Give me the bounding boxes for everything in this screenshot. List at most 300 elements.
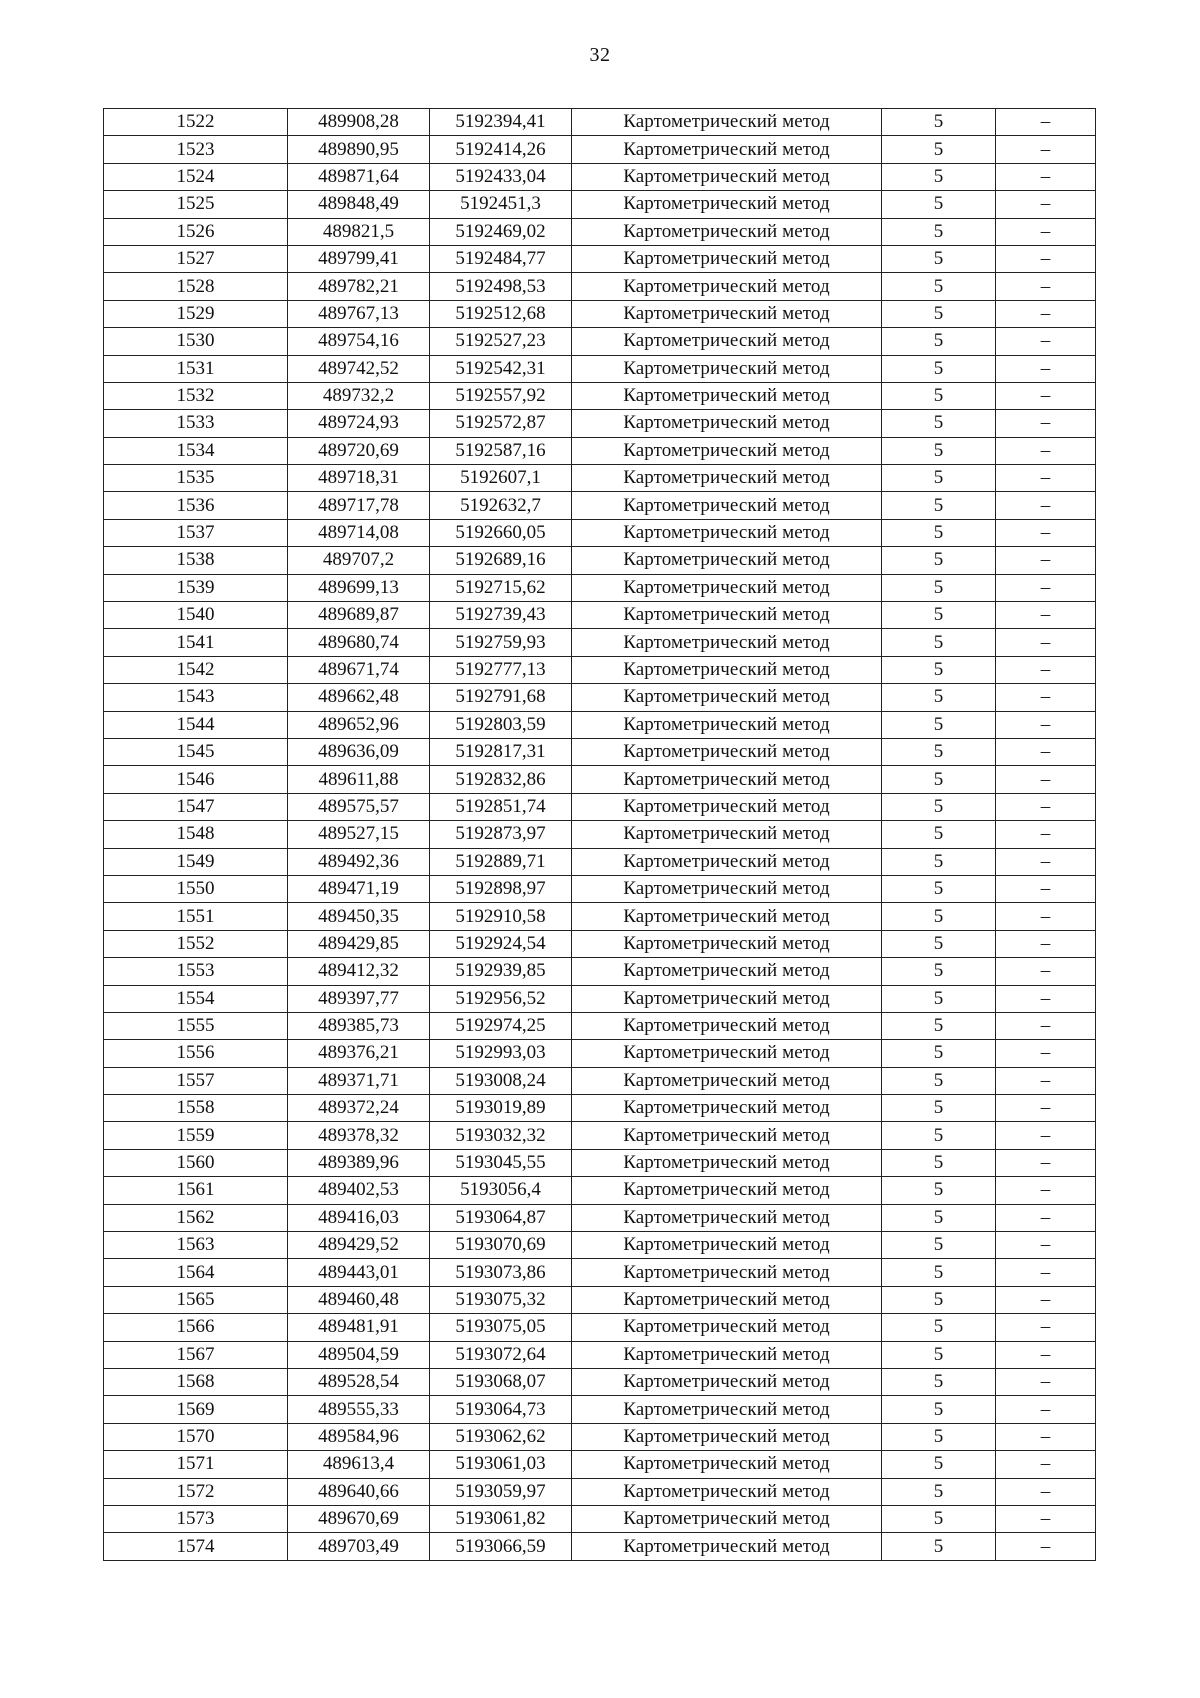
- table-row: [104, 656, 1096, 683]
- point-number-cell: 1565: [104, 1286, 288, 1313]
- method-cell: Картометрический метод: [572, 793, 882, 820]
- x-coordinate-cell: 489575,57: [288, 793, 430, 820]
- point-number-cell: 1549: [104, 848, 288, 875]
- point-number-cell: 1533: [104, 410, 288, 437]
- y-coordinate-cell: 5192394,41: [430, 109, 572, 136]
- method-cell: Картометрический метод: [572, 245, 882, 272]
- y-coordinate-cell: 5192759,93: [430, 629, 572, 656]
- y-coordinate-cell: 5193059,97: [430, 1478, 572, 1505]
- accuracy-cell: 5: [882, 328, 996, 355]
- note-cell: –: [996, 1341, 1096, 1368]
- x-coordinate-cell: 489689,87: [288, 602, 430, 629]
- accuracy-cell: 5: [882, 958, 996, 985]
- x-coordinate-cell: 489724,93: [288, 410, 430, 437]
- note-cell: –: [996, 163, 1096, 190]
- y-coordinate-cell: 5192689,16: [430, 547, 572, 574]
- point-number-cell: 1530: [104, 328, 288, 355]
- point-number-cell: 1553: [104, 958, 288, 985]
- y-coordinate-cell: 5192910,58: [430, 903, 572, 930]
- accuracy-cell: 5: [882, 1423, 996, 1450]
- table-row: [104, 1149, 1096, 1176]
- accuracy-cell: 5: [882, 465, 996, 492]
- method-cell: Картометрический метод: [572, 821, 882, 848]
- point-number-cell: 1526: [104, 218, 288, 245]
- point-number-cell: 1574: [104, 1533, 288, 1560]
- y-coordinate-cell: 5192587,16: [430, 437, 572, 464]
- table-row: [104, 519, 1096, 546]
- accuracy-cell: 5: [882, 1204, 996, 1231]
- x-coordinate-cell: 489443,01: [288, 1259, 430, 1286]
- x-coordinate-cell: 489871,64: [288, 163, 430, 190]
- table-row: [104, 300, 1096, 327]
- note-cell: –: [996, 985, 1096, 1012]
- point-number-cell: 1551: [104, 903, 288, 930]
- y-coordinate-cell: 5192414,26: [430, 136, 572, 163]
- y-coordinate-cell: 5192512,68: [430, 300, 572, 327]
- point-number-cell: 1550: [104, 875, 288, 902]
- point-number-cell: 1523: [104, 136, 288, 163]
- accuracy-cell: 5: [882, 437, 996, 464]
- y-coordinate-cell: 5192469,02: [430, 218, 572, 245]
- x-coordinate-cell: 489662,48: [288, 684, 430, 711]
- point-number-cell: 1545: [104, 738, 288, 765]
- x-coordinate-cell: 489429,85: [288, 930, 430, 957]
- x-coordinate-cell: 489412,32: [288, 958, 430, 985]
- point-number-cell: 1541: [104, 629, 288, 656]
- method-cell: Картометрический метод: [572, 1040, 882, 1067]
- table-row: [104, 1040, 1096, 1067]
- method-cell: Картометрический метод: [572, 629, 882, 656]
- point-number-cell: 1569: [104, 1396, 288, 1423]
- note-cell: –: [996, 656, 1096, 683]
- method-cell: Картометрический метод: [572, 1149, 882, 1176]
- x-coordinate-cell: 489908,28: [288, 109, 430, 136]
- table-row: [104, 328, 1096, 355]
- accuracy-cell: 5: [882, 245, 996, 272]
- y-coordinate-cell: 5192660,05: [430, 519, 572, 546]
- x-coordinate-cell: 489707,2: [288, 547, 430, 574]
- method-cell: Картометрический метод: [572, 328, 882, 355]
- note-cell: –: [996, 958, 1096, 985]
- page-number: 32: [589, 44, 611, 66]
- y-coordinate-cell: 5193068,07: [430, 1368, 572, 1395]
- note-cell: –: [996, 1451, 1096, 1478]
- accuracy-cell: 5: [882, 1451, 996, 1478]
- table-row: [104, 930, 1096, 957]
- x-coordinate-cell: 489799,41: [288, 245, 430, 272]
- method-cell: Картометрический метод: [572, 711, 882, 738]
- table-row: [104, 629, 1096, 656]
- note-cell: –: [996, 245, 1096, 272]
- note-cell: –: [996, 300, 1096, 327]
- table-row: [104, 1067, 1096, 1094]
- table-row: [104, 465, 1096, 492]
- method-cell: Картометрический метод: [572, 382, 882, 409]
- x-coordinate-cell: 489416,03: [288, 1204, 430, 1231]
- y-coordinate-cell: 5192542,31: [430, 355, 572, 382]
- y-coordinate-cell: 5193075,05: [430, 1314, 572, 1341]
- accuracy-cell: 5: [882, 1040, 996, 1067]
- point-number-cell: 1534: [104, 437, 288, 464]
- y-coordinate-cell: 5192873,97: [430, 821, 572, 848]
- y-coordinate-cell: 5192572,87: [430, 410, 572, 437]
- accuracy-cell: 5: [882, 821, 996, 848]
- y-coordinate-cell: 5192851,74: [430, 793, 572, 820]
- point-number-cell: 1566: [104, 1314, 288, 1341]
- accuracy-cell: 5: [882, 1533, 996, 1560]
- note-cell: –: [996, 1368, 1096, 1395]
- x-coordinate-cell: 489890,95: [288, 136, 430, 163]
- y-coordinate-cell: 5192715,62: [430, 574, 572, 601]
- note-cell: –: [996, 711, 1096, 738]
- method-cell: Картометрический метод: [572, 766, 882, 793]
- method-cell: Картометрический метод: [572, 1012, 882, 1039]
- table-row: [104, 1259, 1096, 1286]
- method-cell: Картометрический метод: [572, 875, 882, 902]
- accuracy-cell: 5: [882, 602, 996, 629]
- point-number-cell: 1527: [104, 245, 288, 272]
- y-coordinate-cell: 5193061,82: [430, 1505, 572, 1532]
- table-row: [104, 1012, 1096, 1039]
- table-row: [104, 191, 1096, 218]
- point-number-cell: 1547: [104, 793, 288, 820]
- y-coordinate-cell: 5193061,03: [430, 1451, 572, 1478]
- method-cell: Картометрический метод: [572, 985, 882, 1012]
- x-coordinate-cell: 489652,96: [288, 711, 430, 738]
- method-cell: Картометрический метод: [572, 492, 882, 519]
- note-cell: –: [996, 1505, 1096, 1532]
- accuracy-cell: 5: [882, 629, 996, 656]
- x-coordinate-cell: 489385,73: [288, 1012, 430, 1039]
- table-row: [104, 437, 1096, 464]
- accuracy-cell: 5: [882, 574, 996, 601]
- note-cell: –: [996, 1533, 1096, 1560]
- method-cell: Картометрический метод: [572, 656, 882, 683]
- method-cell: Картометрический метод: [572, 930, 882, 957]
- x-coordinate-cell: 489732,2: [288, 382, 430, 409]
- accuracy-cell: 5: [882, 163, 996, 190]
- note-cell: –: [996, 547, 1096, 574]
- y-coordinate-cell: 5192924,54: [430, 930, 572, 957]
- table-row: [104, 903, 1096, 930]
- method-cell: Картометрический метод: [572, 1396, 882, 1423]
- table-row: [104, 1341, 1096, 1368]
- table-row: [104, 1505, 1096, 1532]
- table-row: [104, 492, 1096, 519]
- point-number-cell: 1542: [104, 656, 288, 683]
- accuracy-cell: 5: [882, 793, 996, 820]
- note-cell: –: [996, 903, 1096, 930]
- method-cell: Картометрический метод: [572, 1341, 882, 1368]
- y-coordinate-cell: 5192632,7: [430, 492, 572, 519]
- accuracy-cell: 5: [882, 1067, 996, 1094]
- accuracy-cell: 5: [882, 355, 996, 382]
- note-cell: –: [996, 1040, 1096, 1067]
- x-coordinate-cell: 489699,13: [288, 574, 430, 601]
- accuracy-cell: 5: [882, 1232, 996, 1259]
- accuracy-cell: 5: [882, 273, 996, 300]
- method-cell: Картометрический метод: [572, 1314, 882, 1341]
- table-row: [104, 711, 1096, 738]
- point-number-cell: 1540: [104, 602, 288, 629]
- table-row: [104, 848, 1096, 875]
- y-coordinate-cell: 5192889,71: [430, 848, 572, 875]
- method-cell: Картометрический метод: [572, 1122, 882, 1149]
- point-number-cell: 1531: [104, 355, 288, 382]
- point-number-cell: 1524: [104, 163, 288, 190]
- note-cell: –: [996, 273, 1096, 300]
- x-coordinate-cell: 489718,31: [288, 465, 430, 492]
- method-cell: Картометрический метод: [572, 1286, 882, 1313]
- note-cell: –: [996, 793, 1096, 820]
- point-number-cell: 1544: [104, 711, 288, 738]
- y-coordinate-cell: 5193032,32: [430, 1122, 572, 1149]
- method-cell: Картометрический метод: [572, 958, 882, 985]
- y-coordinate-cell: 5192739,43: [430, 602, 572, 629]
- method-cell: Картометрический метод: [572, 1478, 882, 1505]
- note-cell: –: [996, 738, 1096, 765]
- x-coordinate-cell: 489429,52: [288, 1232, 430, 1259]
- y-coordinate-cell: 5192433,04: [430, 163, 572, 190]
- x-coordinate-cell: 489471,19: [288, 875, 430, 902]
- note-cell: –: [996, 1012, 1096, 1039]
- method-cell: Картометрический метод: [572, 602, 882, 629]
- method-cell: Картометрический метод: [572, 136, 882, 163]
- x-coordinate-cell: 489703,49: [288, 1533, 430, 1560]
- accuracy-cell: 5: [882, 1149, 996, 1176]
- table-row: [104, 245, 1096, 272]
- x-coordinate-cell: 489714,08: [288, 519, 430, 546]
- table-row: [104, 382, 1096, 409]
- table-row: [104, 410, 1096, 437]
- point-number-cell: 1563: [104, 1232, 288, 1259]
- y-coordinate-cell: 5193073,86: [430, 1259, 572, 1286]
- note-cell: –: [996, 1122, 1096, 1149]
- note-cell: –: [996, 382, 1096, 409]
- table-row: [104, 602, 1096, 629]
- point-number-cell: 1570: [104, 1423, 288, 1450]
- note-cell: –: [996, 465, 1096, 492]
- x-coordinate-cell: 489376,21: [288, 1040, 430, 1067]
- note-cell: –: [996, 1149, 1096, 1176]
- y-coordinate-cell: 5192451,3: [430, 191, 572, 218]
- note-cell: –: [996, 328, 1096, 355]
- note-cell: –: [996, 848, 1096, 875]
- table-row: [104, 1204, 1096, 1231]
- x-coordinate-cell: 489613,4: [288, 1451, 430, 1478]
- method-cell: Картометрический метод: [572, 1259, 882, 1286]
- accuracy-cell: 5: [882, 136, 996, 163]
- method-cell: Картометрический метод: [572, 547, 882, 574]
- y-coordinate-cell: 5192607,1: [430, 465, 572, 492]
- x-coordinate-cell: 489670,69: [288, 1505, 430, 1532]
- note-cell: –: [996, 602, 1096, 629]
- point-number-cell: 1557: [104, 1067, 288, 1094]
- method-cell: Картометрический метод: [572, 1204, 882, 1231]
- point-number-cell: 1561: [104, 1177, 288, 1204]
- method-cell: Картометрический метод: [572, 355, 882, 382]
- y-coordinate-cell: 5193072,64: [430, 1341, 572, 1368]
- note-cell: –: [996, 1095, 1096, 1122]
- accuracy-cell: 5: [882, 711, 996, 738]
- point-number-cell: 1525: [104, 191, 288, 218]
- note-cell: –: [996, 629, 1096, 656]
- table-row: [104, 574, 1096, 601]
- accuracy-cell: 5: [882, 738, 996, 765]
- table-row: [104, 985, 1096, 1012]
- x-coordinate-cell: 489782,21: [288, 273, 430, 300]
- y-coordinate-cell: 5193019,89: [430, 1095, 572, 1122]
- point-number-cell: 1571: [104, 1451, 288, 1478]
- method-cell: Картометрический метод: [572, 519, 882, 546]
- x-coordinate-cell: 489527,15: [288, 821, 430, 848]
- x-coordinate-cell: 489611,88: [288, 766, 430, 793]
- method-cell: Картометрический метод: [572, 1095, 882, 1122]
- table-row: [104, 1122, 1096, 1149]
- method-cell: Картометрический метод: [572, 1505, 882, 1532]
- y-coordinate-cell: 5192974,25: [430, 1012, 572, 1039]
- x-coordinate-cell: 489504,59: [288, 1341, 430, 1368]
- note-cell: –: [996, 492, 1096, 519]
- accuracy-cell: 5: [882, 1095, 996, 1122]
- y-coordinate-cell: 5193064,73: [430, 1396, 572, 1423]
- note-cell: –: [996, 875, 1096, 902]
- y-coordinate-cell: 5193062,62: [430, 1423, 572, 1450]
- x-coordinate-cell: 489397,77: [288, 985, 430, 1012]
- point-number-cell: 1572: [104, 1478, 288, 1505]
- accuracy-cell: 5: [882, 930, 996, 957]
- table-row: [104, 1232, 1096, 1259]
- accuracy-cell: 5: [882, 1012, 996, 1039]
- table-row: [104, 1533, 1096, 1560]
- x-coordinate-cell: 489717,78: [288, 492, 430, 519]
- method-cell: Картометрический метод: [572, 1423, 882, 1450]
- accuracy-cell: 5: [882, 191, 996, 218]
- x-coordinate-cell: 489402,53: [288, 1177, 430, 1204]
- point-number-cell: 1562: [104, 1204, 288, 1231]
- method-cell: Картометрический метод: [572, 574, 882, 601]
- method-cell: Картометрический метод: [572, 410, 882, 437]
- y-coordinate-cell: 5192557,92: [430, 382, 572, 409]
- method-cell: Картометрический метод: [572, 738, 882, 765]
- x-coordinate-cell: 489767,13: [288, 300, 430, 327]
- table-row: [104, 1286, 1096, 1313]
- note-cell: –: [996, 1423, 1096, 1450]
- note-cell: –: [996, 821, 1096, 848]
- table-row: [104, 136, 1096, 163]
- point-number-cell: 1552: [104, 930, 288, 957]
- table-row: [104, 1314, 1096, 1341]
- method-cell: Картометрический метод: [572, 300, 882, 327]
- note-cell: –: [996, 1177, 1096, 1204]
- accuracy-cell: 5: [882, 875, 996, 902]
- point-number-cell: 1556: [104, 1040, 288, 1067]
- table-row: [104, 821, 1096, 848]
- table-row: [104, 163, 1096, 190]
- method-cell: Картометрический метод: [572, 848, 882, 875]
- x-coordinate-cell: 489371,71: [288, 1067, 430, 1094]
- x-coordinate-cell: 489754,16: [288, 328, 430, 355]
- accuracy-cell: 5: [882, 1122, 996, 1149]
- y-coordinate-cell: 5192956,52: [430, 985, 572, 1012]
- x-coordinate-cell: 489389,96: [288, 1149, 430, 1176]
- point-number-cell: 1564: [104, 1259, 288, 1286]
- y-coordinate-cell: 5192498,53: [430, 273, 572, 300]
- table-row: [104, 355, 1096, 382]
- y-coordinate-cell: 5192993,03: [430, 1040, 572, 1067]
- point-number-cell: 1558: [104, 1095, 288, 1122]
- table-row: [104, 1177, 1096, 1204]
- table-row: [104, 684, 1096, 711]
- y-coordinate-cell: 5192939,85: [430, 958, 572, 985]
- accuracy-cell: 5: [882, 1341, 996, 1368]
- table-row: [104, 1478, 1096, 1505]
- method-cell: Картометрический метод: [572, 1451, 882, 1478]
- point-number-cell: 1538: [104, 547, 288, 574]
- y-coordinate-cell: 5193066,59: [430, 1533, 572, 1560]
- x-coordinate-cell: 489372,24: [288, 1095, 430, 1122]
- method-cell: Картометрический метод: [572, 218, 882, 245]
- note-cell: –: [996, 1232, 1096, 1259]
- accuracy-cell: 5: [882, 300, 996, 327]
- note-cell: –: [996, 1204, 1096, 1231]
- note-cell: –: [996, 437, 1096, 464]
- method-cell: Картометрический метод: [572, 191, 882, 218]
- method-cell: Картометрический метод: [572, 903, 882, 930]
- x-coordinate-cell: 489460,48: [288, 1286, 430, 1313]
- note-cell: –: [996, 766, 1096, 793]
- note-cell: –: [996, 218, 1096, 245]
- note-cell: –: [996, 1314, 1096, 1341]
- table-row: [104, 1423, 1096, 1450]
- method-cell: Картометрический метод: [572, 1177, 882, 1204]
- x-coordinate-cell: 489555,33: [288, 1396, 430, 1423]
- y-coordinate-cell: 5192791,68: [430, 684, 572, 711]
- note-cell: –: [996, 930, 1096, 957]
- accuracy-cell: 5: [882, 547, 996, 574]
- point-number-cell: 1537: [104, 519, 288, 546]
- x-coordinate-cell: 489378,32: [288, 1122, 430, 1149]
- method-cell: Картометрический метод: [572, 465, 882, 492]
- x-coordinate-cell: 489680,74: [288, 629, 430, 656]
- y-coordinate-cell: 5192832,86: [430, 766, 572, 793]
- accuracy-cell: 5: [882, 109, 996, 136]
- x-coordinate-cell: 489720,69: [288, 437, 430, 464]
- point-number-cell: 1548: [104, 821, 288, 848]
- table-row: [104, 958, 1096, 985]
- point-number-cell: 1546: [104, 766, 288, 793]
- accuracy-cell: 5: [882, 410, 996, 437]
- table-row: [104, 766, 1096, 793]
- method-cell: Картометрический метод: [572, 273, 882, 300]
- y-coordinate-cell: 5192484,77: [430, 245, 572, 272]
- coordinates-table-body: [104, 109, 1096, 1561]
- note-cell: –: [996, 684, 1096, 711]
- accuracy-cell: 5: [882, 1314, 996, 1341]
- note-cell: –: [996, 136, 1096, 163]
- note-cell: –: [996, 1259, 1096, 1286]
- table-row: [104, 738, 1096, 765]
- method-cell: Картометрический метод: [572, 1368, 882, 1395]
- point-number-cell: 1555: [104, 1012, 288, 1039]
- y-coordinate-cell: 5193075,32: [430, 1286, 572, 1313]
- point-number-cell: 1529: [104, 300, 288, 327]
- note-cell: –: [996, 519, 1096, 546]
- method-cell: Картометрический метод: [572, 109, 882, 136]
- accuracy-cell: 5: [882, 1286, 996, 1313]
- x-coordinate-cell: 489492,36: [288, 848, 430, 875]
- y-coordinate-cell: 5193064,87: [430, 1204, 572, 1231]
